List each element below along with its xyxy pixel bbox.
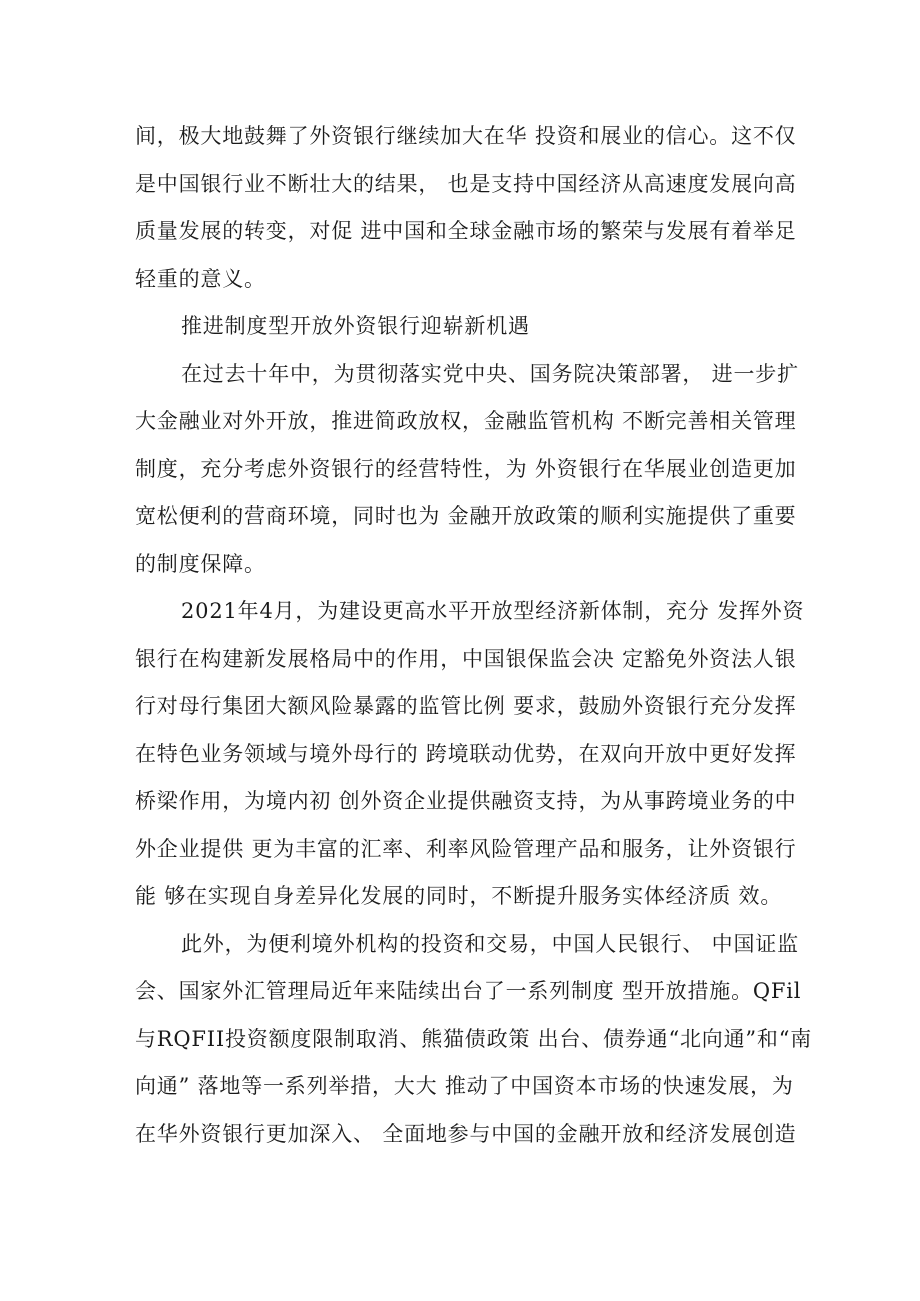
text-line: 是中国银行业不断壮大的结果， 也是支持中国经济从高速度发展向高	[135, 171, 797, 196]
text-line: 此外，为便利境外机构的投资和交易，中国人民银行、 中国证监	[181, 931, 799, 956]
text-line: 大金融业对外开放，推进简政放权，金融监管机构 不断完善相关管理	[135, 409, 797, 433]
text-line: 会、国家外汇管理局近年来陆续出台了一系列制度 型开放措施。QFil	[135, 979, 802, 1003]
text-line: 在特色业务领域与境外母行的 跨境联动优势，在双向开放中更好发挥	[135, 741, 797, 766]
text-line: 在华外资银行更加深入、 全面地参与中国的金融开放和经济发展创造	[135, 1121, 797, 1146]
body-text	[135, 113, 813, 1158]
text-line: 质量发展的转变，对促 进中国和全球金融市场的繁荣与发展有着举足	[135, 219, 797, 243]
text-line: 行对母行集团大额风险暴露的监管比例 要求，鼓励外资银行充分发挥	[135, 694, 797, 718]
text-line: 能 够在实现自身差异化发展的同时，不断提升服务实体经济质 效。	[135, 884, 783, 908]
text-line: 2021年4月，为建设更高水平开放型经济新体制，充分 发挥外资	[181, 599, 805, 623]
text-line: 桥梁作用，为境内初 创外资企业提供融资支持，为从事跨境业务的中	[135, 789, 797, 813]
text-line: 向通” 落地等一系列举措，大大 推动了中国资本市场的快速发展，为	[135, 1074, 794, 1098]
text-line: 银行在构建新发展格局中的作用，中国银保监会决 定豁免外资法人银	[135, 646, 797, 671]
text-line: 制度，充分考虑外资银行的经营特性，为 外资银行在华展业创造更加	[135, 456, 797, 481]
text-line: 推进制度型开放外资银行迎崭新机遇	[181, 314, 530, 338]
text-line: 在过去十年中，为贯彻落实党中央、国务院决策部署， 进一步扩	[181, 361, 799, 386]
text-line: 的制度保障。	[135, 551, 266, 576]
text-line: 间，极大地鼓舞了外资银行继续加大在华 投资和展业的信心。这不仅	[135, 124, 797, 148]
text-line: 宽松便利的营商环境，同时也为 金融开放政策的顺利实施提供了重要	[135, 504, 797, 528]
text-line: 与RQFII投资额度限制取消、熊猫债政策 出台、债券通“北向通”和“南	[135, 1026, 813, 1051]
text-line: 外企业提供 更为丰富的汇率、利率风险管理产品和服务，让外资银行	[135, 836, 797, 861]
text-line: 轻重的意义。	[135, 266, 266, 291]
